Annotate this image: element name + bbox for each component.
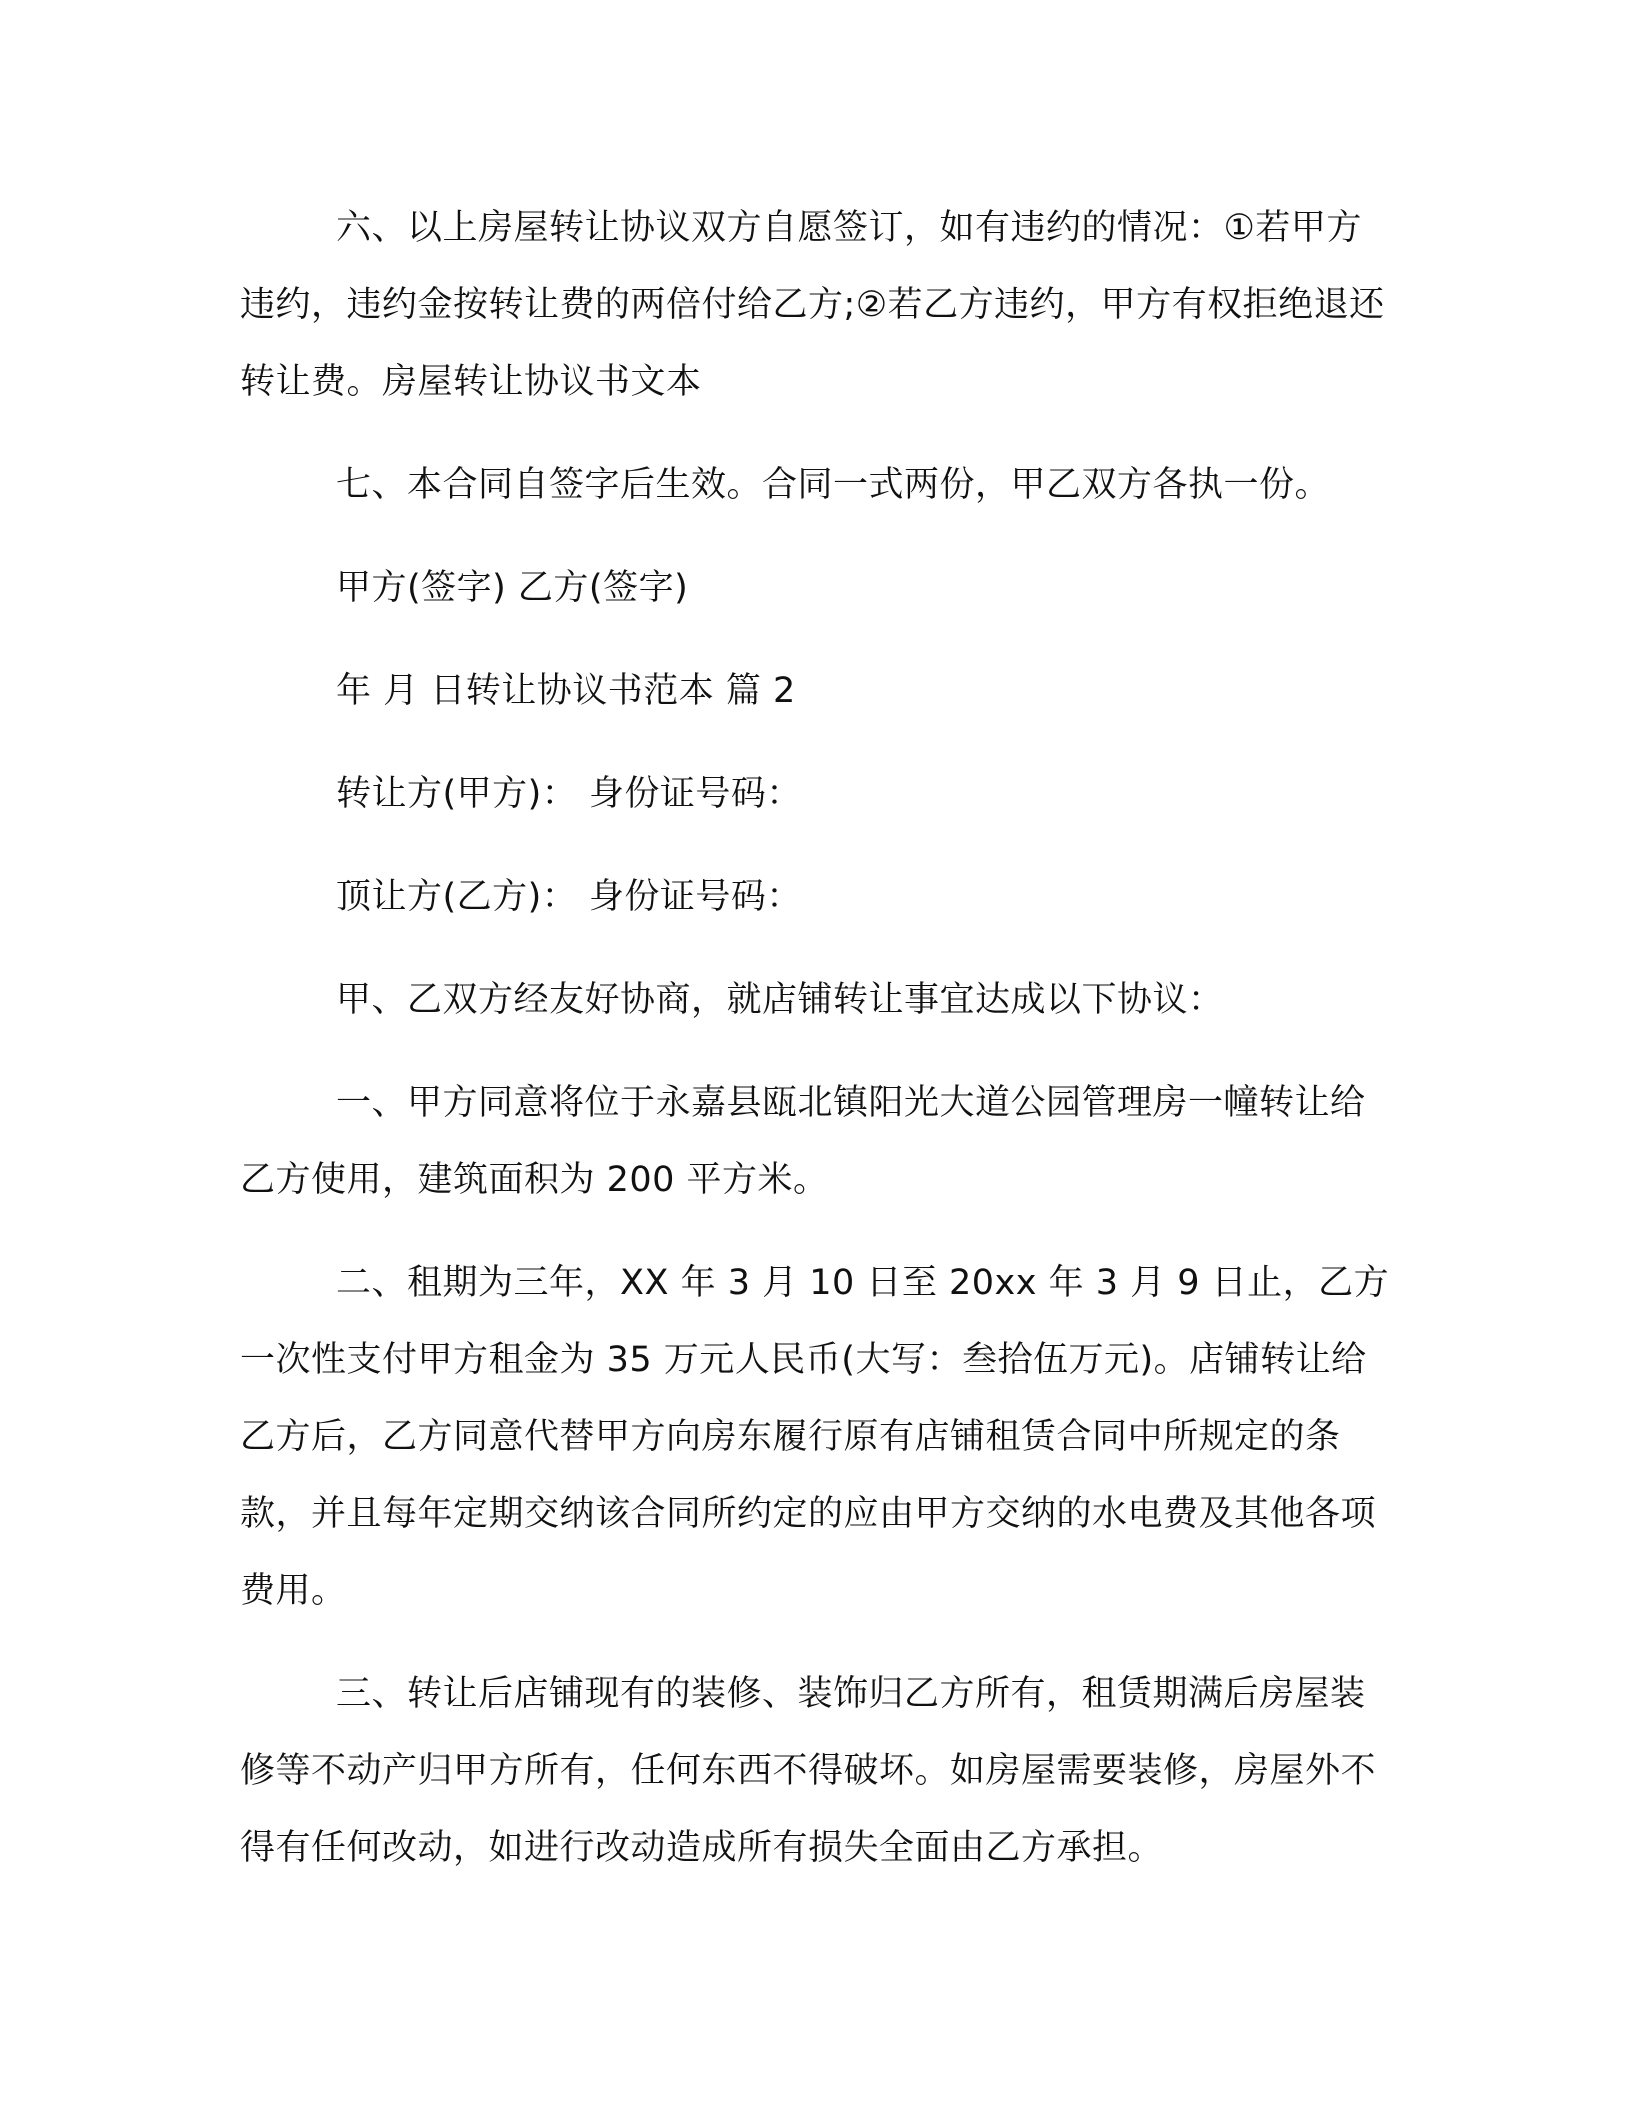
document-body — [240, 190, 1390, 1887]
paragraph-clause-7: 七、本合同自签字后生效。合同一式两份，甲乙双方各执一份。 — [336, 465, 1331, 505]
paragraph-clause-2: 二、租期为三年，XX 年 3 月 10 日至 20xx 年 3 月 9 日止，乙方一次性支付甲方租金为 35 万元人民币(大写：叁拾伍万元)。店铺转让给乙方后，乙方同意代替甲方向房东履行原有店铺租赁合同中所规定的条款，并且每年定期交纳该合同所约定的应由甲方交纳的水电费及其他各项费用。 — [240, 1263, 1390, 1611]
paragraph-clause-3: 三、转让后店铺现有的装修、装饰归乙方所有，租赁期满后房屋装修等不动产归甲方所有，任何东西不得破坏。如房屋需要装修，房屋外不得有任何改动，如进行改动造成所有损失全面由乙方承担。 — [240, 1674, 1377, 1868]
paragraph-clause-1: 一、甲方同意将位于永嘉县瓯北镇阳光大道公园管理房一幢转让给乙方使用，建筑面积为 200 平方米。 — [240, 1083, 1366, 1200]
transferor-line: 转让方(甲方)： 身份证号码： — [336, 774, 802, 814]
transferee-line: 顶让方(乙方)： 身份证号码： — [336, 877, 802, 917]
paragraph-clause-6: 六、以上房屋转让协议双方自愿签订，如有违约的情况：①若甲方违约，违约金按转让费的两倍付给乙方;②若乙方违约，甲方有权拒绝退还转让费。房屋转让协议书文本 — [240, 208, 1385, 402]
date-and-section-heading: 年 月 日转让协议书范本 篇 2 — [336, 671, 796, 711]
signature-line: 甲方(签字) 乙方(签字) — [336, 568, 689, 608]
agreement-intro: 甲、乙双方经友好协商，就店铺转让事宜达成以下协议： — [336, 980, 1224, 1020]
